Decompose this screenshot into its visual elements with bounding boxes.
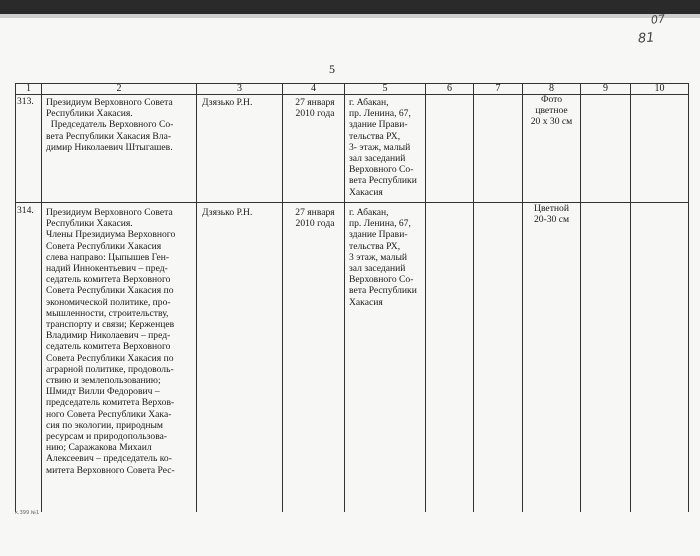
archive-stamp: к.399 №1 (15, 510, 40, 516)
item-format: Цветной 20-30 см (533, 203, 570, 226)
column-line (522, 83, 523, 512)
scan-dark-edge (0, 0, 700, 14)
item-author: Дзязько Р.Н. (202, 97, 253, 108)
row-number: 314. (17, 205, 34, 216)
column-line (41, 83, 42, 512)
column-header-5: 5 (382, 83, 388, 94)
item-description: Президиум Верховного Совета Республики Хакасия. Члены Президиума Верховного Совета Республики Хакасия слева направо: Цыпышев Ген- надий Иннокентьевич – пред- седатель комитета Верховного Совета Республики Хакасия по экономической политике, про- мышленности, строительству, транспорту и связи; Керженцев Владимир Николаевич – пред- седатель комитета Верховного Совета Республики Хакасия по аграрной политике, продоволь- ствию и землепользованию; Шмидт Вилли Федорович – председатель комитета Верхов- ного Совета Республики Хака- сия по экологии, природным ресурсам и природопользова- нию; Саражакова Михаил Алексеевич – председатель ко- митета Верховного Совета Рес- (46, 207, 176, 476)
item-place: г. Абакан, пр. Ленина, 67, здание Прави- тельства РХ, 3 этаж, малый зал заседаний Верховного Со- вета Республики Хакасия (349, 207, 417, 308)
column-header-4: 4 (311, 83, 316, 94)
column-header-7: 7 (495, 83, 501, 94)
item-format: Фото цветное 20 х 30 см (530, 94, 573, 128)
row-divider (15, 202, 689, 203)
page-number: 5 (329, 62, 335, 76)
header-divider (15, 94, 689, 95)
column-header-8: 8 (549, 83, 554, 94)
column-line (344, 83, 345, 512)
item-description: Президиум Верховного Совета Республики Хакасия. Председатель Верховного Со- вета Республики Хакасия Вла- димир Николаевич Штыгашев. (46, 97, 174, 153)
column-line (630, 83, 631, 512)
handwritten-note: 07 (650, 12, 666, 27)
item-author: Дзязько Р.Н. (202, 207, 253, 218)
column-line (282, 83, 283, 512)
column-header-2: 2 (116, 83, 122, 94)
column-line (473, 83, 474, 512)
column-line (580, 83, 581, 512)
column-header-3: 3 (237, 83, 242, 94)
column-header-9: 9 (603, 83, 608, 94)
column-header-10: 10 (654, 83, 665, 94)
item-place: г. Абакан, пр. Ленина, 67, здание Прави- тельства РХ, 3- этаж, малый зал заседаний Верховного Со- вета Республики Хакасия (349, 97, 417, 198)
archive-table (15, 83, 689, 512)
column-line (196, 83, 197, 512)
column-header-6: 6 (447, 83, 452, 94)
column-line (688, 83, 689, 512)
item-date: 27 января 2010 года (295, 97, 335, 120)
column-line (425, 83, 426, 512)
row-number: 313. (17, 96, 34, 107)
column-line (15, 83, 16, 512)
item-date: 27 января 2010 года (295, 207, 335, 230)
handwritten-folio-number: 81 (637, 30, 656, 47)
column-header-1: 1 (26, 83, 31, 94)
